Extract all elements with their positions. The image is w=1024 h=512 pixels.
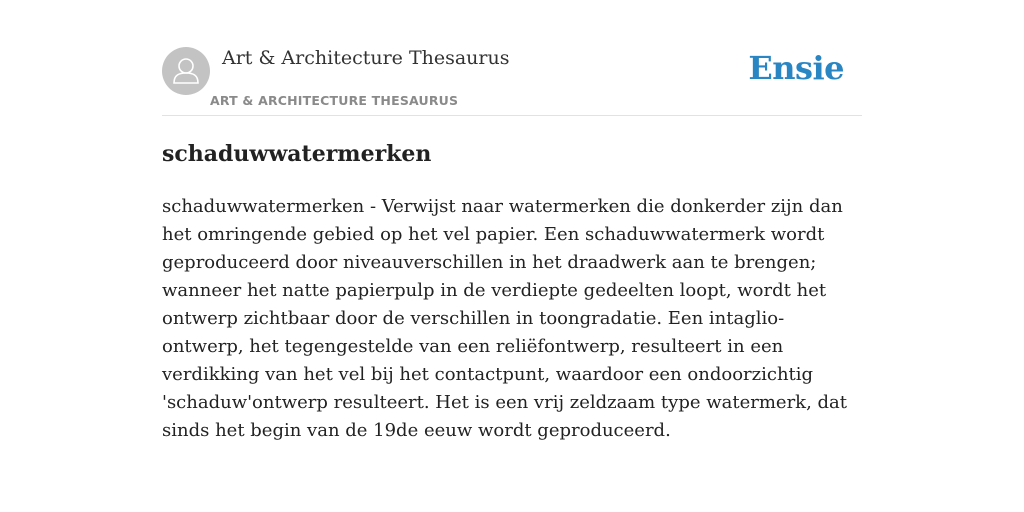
user-silhouette-icon [162, 47, 210, 95]
source-subtitle[interactable]: ART & ARCHITECTURE THESAURUS [210, 93, 459, 108]
brand-logo[interactable]: Ensie [748, 49, 844, 87]
definition-text: schaduwwatermerken - Verwijst naar watermerken die donkerder zijn dan het omringende gebied op het vel papier. Een schaduwwatermerk wordt geproduceerd door niveauverschillen in het draadwerk aan te brengen; wanneer het natte papierpulp in de verdiepte gedeelten loopt, wordt het ontwerp zichtbaar door de verschillen in toongradatie. Een intaglio-ontwerp, het tegengestelde van een reliëfontwerp, resulteert in een verdikking van het vel bij het contactpunt, waardoor een ondoorzichtig 'schaduw'ontwerp resulteert. Het is een vrij zeldzaam type watermerk, dat sinds het begin van de 19de eeuw wordt geproduceerd. [162, 196, 848, 441]
source-title[interactable]: Art & Architecture Thesaurus [222, 47, 510, 69]
avatar[interactable] [162, 47, 210, 95]
page-title: schaduwwatermerken [162, 141, 432, 167]
page-header [162, 40, 862, 116]
